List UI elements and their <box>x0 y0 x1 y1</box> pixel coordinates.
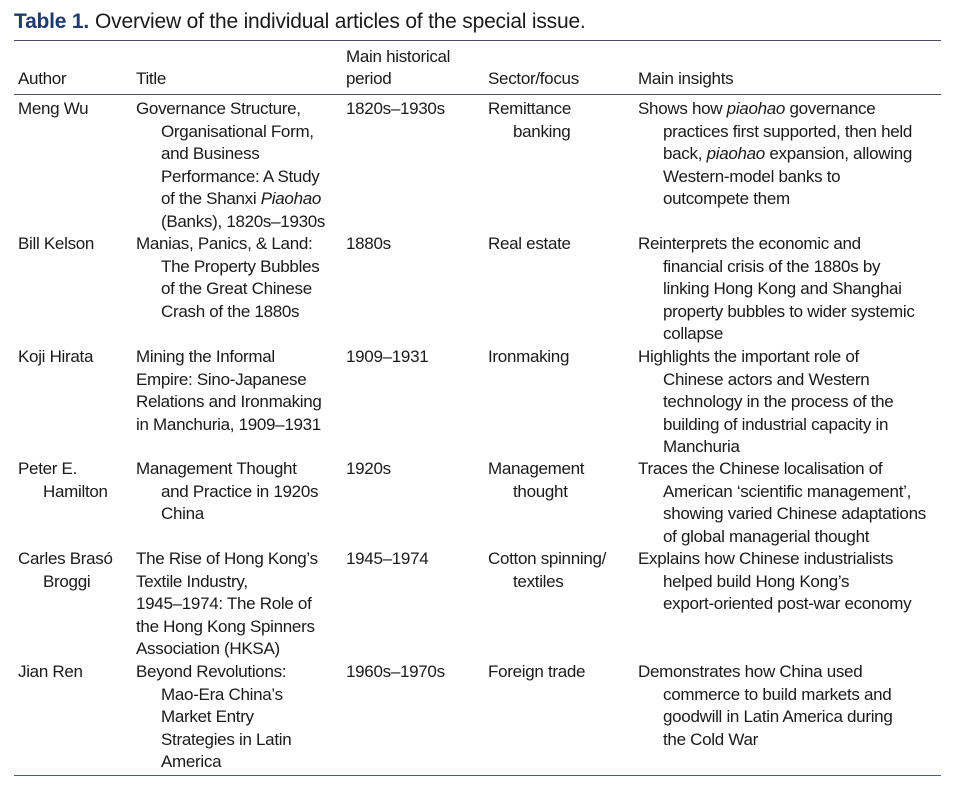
header-title: Title <box>136 69 166 88</box>
cell-period: 1945–1974 <box>346 549 429 568</box>
cell-author <box>18 548 130 593</box>
title-line: and Business <box>161 144 260 163</box>
insight-line: Highlights the important role of <box>638 347 859 366</box>
insight-line: Explains how Chinese industrialists <box>638 549 894 568</box>
cell-sector <box>488 98 633 143</box>
insight-line: Manchuria <box>663 437 740 456</box>
title-line: Mao-Era China’s <box>161 684 283 704</box>
title-line: of the Great Chinese <box>161 279 312 298</box>
cell-author <box>18 458 130 503</box>
cell-period: 1880s <box>346 234 391 253</box>
insight-line: commerce to build markets and <box>663 684 892 704</box>
insight-line: of global managerial thought <box>663 526 870 546</box>
cell-period: 1820s–1930s <box>346 99 445 118</box>
bottom-rule <box>14 775 941 776</box>
cell-title <box>136 233 336 323</box>
title-line: Textile Industry, <box>136 571 248 591</box>
title-line: and Practice in 1920s <box>161 481 319 501</box>
cell-author <box>18 346 130 369</box>
title-line <box>136 188 336 211</box>
title-text: of the Shanxi <box>161 189 261 208</box>
cell-insight <box>638 346 948 459</box>
title-line: Performance: A Study <box>161 166 320 186</box>
sector-line: Remittance <box>488 99 571 118</box>
cell-title <box>136 458 336 526</box>
title-line: Beyond Revolutions: <box>136 662 287 681</box>
header-rule <box>14 94 941 95</box>
title-line: Empire: Sino-Japanese <box>136 369 307 389</box>
insight-line: American ‘scientific management’, <box>663 481 912 501</box>
cell-insight <box>638 548 948 616</box>
cell-sector <box>488 233 633 256</box>
table-caption-text: Overview of the individual articles of the special issue. <box>95 10 586 33</box>
title-line: Market Entry <box>161 707 254 726</box>
cell-sector <box>488 548 633 593</box>
author-line: Carles Brasó <box>18 549 113 568</box>
insight-line <box>638 143 948 166</box>
sector-line: Foreign trade <box>488 662 586 681</box>
title-line: Manias, Panics, & Land: <box>136 234 313 253</box>
insight-line: technology in the process of the <box>663 392 894 411</box>
table-caption <box>14 10 586 34</box>
title-line: Relations and Ironmaking <box>136 392 322 411</box>
author-line: Broggi <box>43 571 91 591</box>
insight-line: Western-model banks to <box>663 166 841 186</box>
insight-line: goodwill in Latin America during <box>663 707 893 726</box>
header-author: Author <box>18 69 67 88</box>
insight-text: back, <box>663 144 707 163</box>
header-period-line1: Main historical <box>346 47 451 66</box>
author-line: Peter E. <box>18 459 78 478</box>
title-line: Strategies in Latin <box>161 729 292 749</box>
title-line: Association (HKSA) <box>136 639 280 658</box>
cell-period: 1909–1931 <box>346 347 429 366</box>
insight-line: export-oriented post-war economy <box>663 594 912 613</box>
cell-sector <box>488 458 633 503</box>
title-italic: Piaohao <box>260 189 322 208</box>
insight-line: showing varied Chinese adaptations <box>663 504 926 523</box>
title-line: Mining the Informal <box>136 347 275 366</box>
cell-author <box>18 98 130 121</box>
title-line: Crash of the 1880s <box>161 301 300 321</box>
title-line: America <box>161 752 222 771</box>
insight-line: linking Hong Kong and Shanghai <box>663 279 902 298</box>
cell-title <box>136 98 336 233</box>
title-line: Management Thought <box>136 459 297 478</box>
cell-sector <box>488 346 633 369</box>
cell-title <box>136 661 336 774</box>
cell-title <box>136 346 336 436</box>
cell-insight <box>638 233 948 346</box>
insight-line: the Cold War <box>663 729 758 749</box>
top-rule <box>14 40 941 41</box>
sector-line: Ironmaking <box>488 347 570 366</box>
cell-period: 1960s–1970s <box>346 662 445 681</box>
header-insights: Main insights <box>638 69 734 88</box>
insight-text: Shows how <box>638 99 727 118</box>
insight-line: practices first supported, then held <box>663 121 913 141</box>
header-sector: Sector/focus <box>488 69 579 88</box>
insight-text: governance <box>785 99 876 118</box>
insight-line: collapse <box>663 324 723 343</box>
author-line: Bill Kelson <box>18 234 95 253</box>
header-period-line2: period <box>346 69 392 88</box>
cell-insight <box>638 661 948 751</box>
author-line: Meng Wu <box>18 99 89 118</box>
insight-line: Chinese actors and Western <box>663 369 870 389</box>
sector-line: banking <box>513 121 571 141</box>
title-line: Organisational Form, <box>161 121 314 141</box>
sector-line: thought <box>513 481 568 501</box>
insight-line: Traces the Chinese localisation of <box>638 459 883 478</box>
insight-line: helped build Hong Kong’s <box>663 571 850 591</box>
sector-line: Cotton spinning/ <box>488 549 607 568</box>
title-line: the Hong Kong Spinners <box>136 616 315 636</box>
insight-italic: piaohao <box>706 144 765 163</box>
insight-line: building of industrial capacity in <box>663 414 889 434</box>
cell-sector <box>488 661 633 684</box>
insight-line: financial crisis of the 1880s by <box>663 256 881 276</box>
insight-line: Demonstrates how China used <box>638 662 863 681</box>
title-line: China <box>161 504 204 523</box>
title-line: The Rise of Hong Kong’s <box>136 549 318 568</box>
title-line: (Banks), 1820s–1930s <box>161 211 326 231</box>
cell-title <box>136 548 336 661</box>
title-line: in Manchuria, 1909–1931 <box>136 414 321 434</box>
cell-insight <box>638 458 948 548</box>
cell-period: 1920s <box>346 459 391 478</box>
title-line: 1945–1974: The Role of <box>136 594 312 613</box>
cell-author <box>18 661 130 684</box>
cell-author <box>18 233 130 256</box>
insight-line <box>638 98 948 121</box>
insight-line: Reinterprets the economic and <box>638 234 861 253</box>
sector-line: textiles <box>513 571 564 591</box>
author-line: Jian Ren <box>18 662 83 681</box>
insight-line: outcompete them <box>663 189 790 208</box>
insight-italic: piaohao <box>726 99 786 118</box>
title-line: The Property Bubbles <box>161 256 320 276</box>
author-line: Hamilton <box>43 481 108 501</box>
header-period <box>346 46 481 90</box>
title-line: Governance Structure, <box>136 99 301 118</box>
insight-line: property bubbles to wider systemic <box>663 301 915 321</box>
sector-line: Management <box>488 459 585 478</box>
sector-line: Real estate <box>488 234 571 253</box>
cell-insight <box>638 98 948 211</box>
author-line: Koji Hirata <box>18 347 94 366</box>
insight-text: expansion, allowing <box>764 144 913 163</box>
table-label: Table 1. <box>14 10 90 33</box>
